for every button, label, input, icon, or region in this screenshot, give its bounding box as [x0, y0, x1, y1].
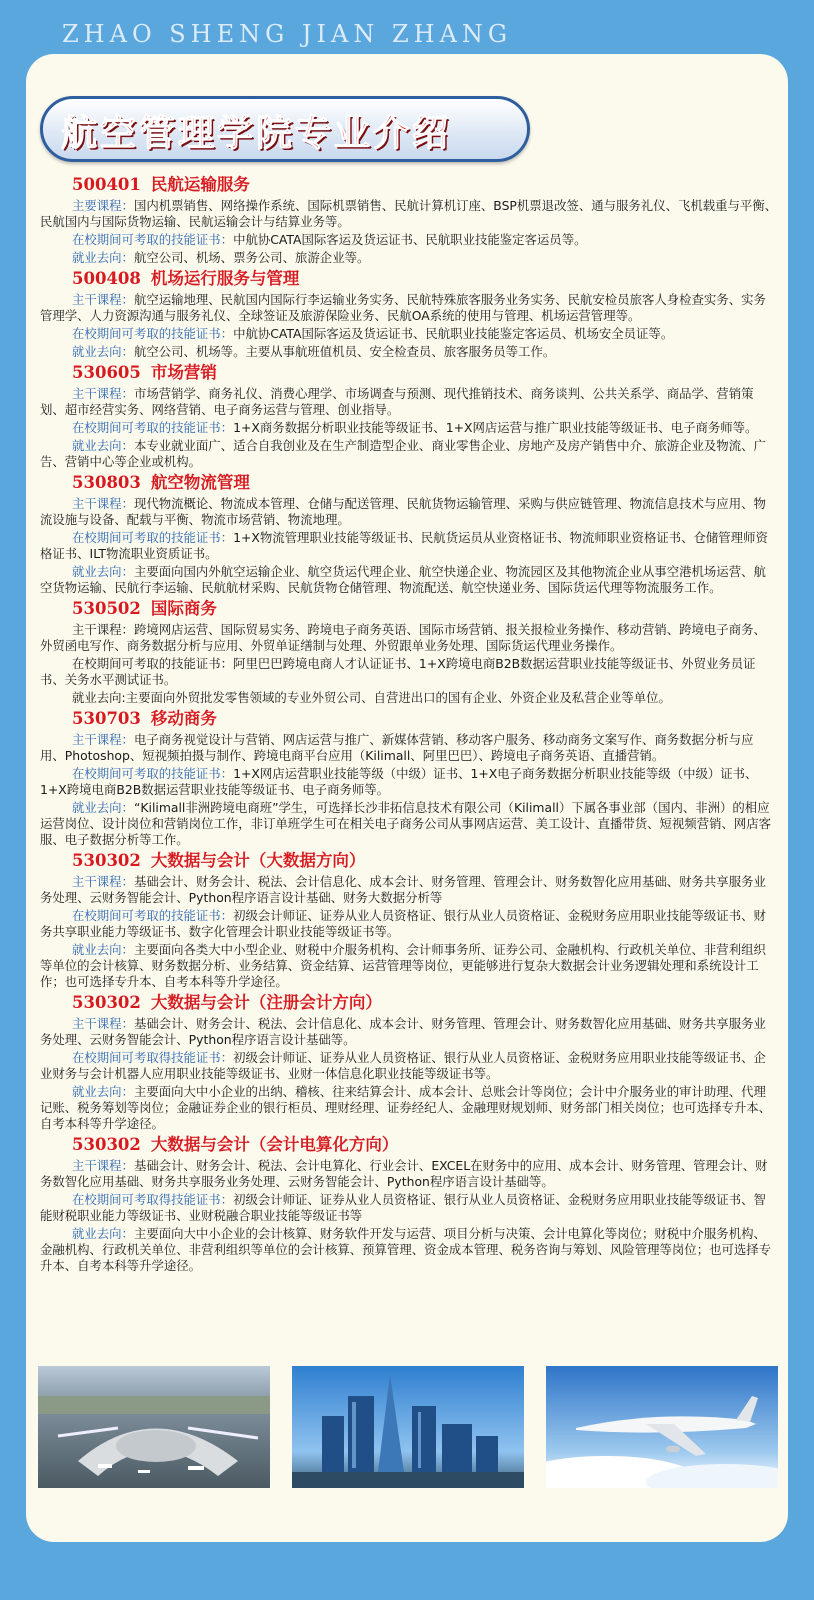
detail-text: 现代物流概论、物流成本管理、仓储与配送管理、民航货物运输管理、采购与供应链管理、物流信息技术与应用、物流设施与设备、配载与平衡、物流市场营销、物流地理。 — [40, 496, 766, 527]
program-title — [72, 174, 778, 196]
program-title — [72, 472, 778, 494]
detail-text: 初级会计师证、证券从业人员资格证、银行从业人员资格证、金税财务应用职业技能等级证书、智能财税职业能力等级证书、业财税融合职业技能等级证书等 — [40, 1192, 766, 1223]
detail-text: 主要面向国内外航空运输企业、航空货运代理企业、航空快递企业、物流园区及其他物流企业从事空港机场运营、航空货物运输、民航行李运输、民航航材采购、民航货物仓储管理、物流配送、航空快递业务、国际货运代理等物流服务工作。 — [40, 564, 766, 595]
detail-label: 在校期间可考取的技能证书： — [72, 908, 234, 923]
detail-text: 基础会计、财务会计、税法、会计信息化、成本会计、财务管理、管理会计、财务数智化应用基础、财务共享服务业务处理、云财务智能会计、Python程序语言设计基础等。 — [40, 1016, 766, 1047]
detail-text: 1+X商务数据分析职业技能等级证书、1+X网店运营与推广职业技能等级证书、电子商务师等。 — [233, 420, 758, 435]
program-name: 机场运行服务与管理 — [150, 269, 300, 288]
detail-label: 就业去向： — [72, 438, 134, 453]
program-section — [40, 1134, 778, 1274]
detail-label: 在校期间可考取的技能证书： — [72, 530, 234, 545]
program-name: 大数据与会计（会计电算化方向） — [150, 1135, 399, 1154]
detail-text: 市场营销学、商务礼仪、消费心理学、市场调查与预测、现代推销技术、商务谈判、公共关系学、商品学、营销策划、超市经营实务、网络营销、电子商务运营与管理、创业指导。 — [40, 386, 754, 417]
program-detail-line — [40, 386, 778, 418]
program-title — [72, 992, 778, 1014]
photo-strip — [26, 1366, 788, 1490]
program-code: 500401 — [72, 175, 141, 194]
program-title — [72, 850, 778, 872]
program-code: 500408 — [72, 269, 141, 288]
detail-label: 在校期间可考取的技能证书： — [72, 420, 234, 435]
detail-text: 1+X网店运营职业技能等级（中级）证书、1+X电子商务数据分析职业技能等级（中级）证书、1+X跨境电商B2B数据运营职业技能等级证书、电子商务师等。 — [40, 766, 758, 797]
detail-text: 初级会计师证、证券从业人员资格证、银行从业人员资格证、金税财务应用职业技能等级证书、财务共享职业能力等级证书、数字化管理会计职业技能等级证书等。 — [40, 908, 766, 939]
detail-label: 就业去向: — [72, 690, 126, 705]
program-section — [40, 992, 778, 1132]
detail-label: 主干课程： — [72, 732, 134, 747]
detail-label: 就业去向： — [72, 942, 134, 957]
detail-label: 主干课程： — [72, 292, 134, 307]
program-name: 航空物流管理 — [150, 473, 250, 492]
detail-label: 在校期间可考取的技能证书： — [72, 326, 234, 341]
detail-text: 主要面向大中小企业的出纳、稽核、往来结算会计、成本会计、总账会计等岗位；会计中介服务业的审计助理、代理记账、税务筹划等岗位；金融证券企业的银行柜员、理财经理、证券经纪人、金融理财规划师、财务部门相关岗位；也可选择专升本、自考本科等升学途径。 — [40, 1084, 772, 1131]
program-section — [40, 362, 778, 470]
airport-aerial-photo — [38, 1366, 270, 1488]
program-detail-line — [40, 732, 778, 764]
detail-label: 在校期间可考取的技能证书： — [72, 766, 234, 781]
program-detail-line — [40, 1192, 778, 1224]
detail-label: 主干课程： — [72, 496, 134, 511]
detail-label: 主干课程： — [72, 386, 134, 401]
title-pill — [40, 96, 530, 162]
content-panel — [26, 54, 788, 1542]
detail-text: 跨境网店运营、国际贸易实务、跨境电子商务英语、国际市场营销、报关报检业务操作、移动营销、跨境电子商务、外贸函电写作、商务数据分析与应用、外贸单证缮制与处理、外贸跟单业务处理、国际货运代理业务操作。 — [40, 622, 766, 653]
banner-text: ZHAO SHENG JIAN ZHANG — [62, 20, 513, 48]
program-section — [40, 174, 778, 266]
program-detail-line — [40, 942, 778, 990]
program-code: 530302 — [72, 993, 141, 1012]
detail-label: 主干课程： — [72, 1158, 134, 1173]
program-title — [72, 1134, 778, 1156]
detail-label: 在校期间可考取得技能证书： — [72, 1050, 234, 1065]
program-detail-line — [40, 232, 778, 248]
program-detail-line — [40, 1158, 778, 1190]
detail-text: 电子商务视觉设计与营销、网店运营与推广、新媒体营销、移动客户服务、移动商务文案写作、商务数据分析与应用、Photoshop、短视频拍摄与制作、跨境电商平台应用（Kilimall、阿里巴巴）、跨境电子商务英语、直播营销。 — [40, 732, 754, 763]
program-name: 国际商务 — [150, 599, 217, 618]
detail-label: 在校期间可考取的技能证书： — [72, 232, 234, 247]
detail-text: 主要面向各类大中小型企业、财税中介服务机构、会计师事务所、证券公司、金融机构、行政机关单位、非营利组织等单位的会计核算、财务数据分析、业务结算、资金结算、运营管理等岗位，更能够进行复杂大数据会计业务逻辑处理和系统设计工作；也可选择专升本、自考本科等升学途径。 — [40, 942, 766, 989]
detail-label: 主干课程： — [72, 874, 134, 889]
program-detail-line — [40, 344, 778, 360]
program-title — [72, 708, 778, 730]
program-detail-line — [40, 800, 778, 848]
program-code: 530703 — [72, 709, 141, 728]
program-title — [72, 268, 778, 290]
program-code: 530502 — [72, 599, 141, 618]
program-detail-line — [40, 1084, 778, 1132]
program-section — [40, 708, 778, 848]
detail-label: 就业去向： — [72, 250, 134, 265]
detail-label: 主干课程： — [72, 622, 134, 637]
detail-text: 主要面向外贸批发零售领域的专业外贸公司、自营进出口的国有企业、外资企业及私营企业等单位。 — [125, 690, 671, 705]
program-detail-line — [40, 438, 778, 470]
program-section — [40, 598, 778, 706]
program-detail-line — [40, 250, 778, 266]
detail-text: 航空公司、机场、票务公司、旅游企业等。 — [133, 250, 370, 265]
detail-text: 航空运输地理、民航国内国际行李运输业务实务、民航特殊旅客服务业务实务、民航安检员旅客人身检查实务、实务管理学、人力资源沟通与服务礼仪、全球签证及旅游保险业务、民航OA系统的使用与管理、机场运营管理等。 — [40, 292, 766, 323]
detail-text: 航空公司、机场等。主要从事航班值机员、安全检查员、旅客服务员等工作。 — [133, 344, 556, 359]
detail-label: 主干课程： — [72, 1016, 134, 1031]
detail-label: 就业去向： — [72, 1226, 134, 1241]
detail-label: 就业去向： — [72, 344, 134, 359]
program-code: 530803 — [72, 473, 141, 492]
detail-text: 阿里巴巴跨境电商人才认证证书、1+X跨境电商B2B数据运营职业技能等级证书、外贸业务员证书、关务水平测试证书。 — [40, 656, 756, 687]
detail-text: 基础会计、财务会计、税法、会计信息化、成本会计、财务管理、管理会计、财务数智化应用基础、财务共享服务业务处理、云财务智能会计、Python程序语言设计基础、财务大数据分析等 — [40, 874, 766, 905]
program-detail-line — [40, 908, 778, 940]
detail-text: 基础会计、财务会计、税法、会计电算化、行业会计、EXCEL在财务中的应用、成本会计、财务管理、管理会计、财务数智化应用基础、财务共享服务业务处理、云财务智能会计、Python程序语言设计基础等。 — [40, 1158, 768, 1189]
program-detail-line — [40, 326, 778, 342]
program-name: 市场营销 — [150, 363, 217, 382]
program-detail-line — [40, 622, 778, 654]
detail-label: 在校期间可考取的技能证书： — [72, 656, 234, 671]
detail-text: “Kilimall非洲跨境电商班”学生，可选择长沙非拓信息技术有限公司（Kilimall）下属各事业部（国内、非洲）的相应运营岗位、设计岗位和营销岗位工作，非订单班学生可在相关电子商务公司从事网店运营、美工设计、直播带货、短视频营销、网店客服、电子数据分析等工作。 — [40, 800, 772, 847]
program-section — [40, 472, 778, 596]
program-section — [40, 268, 778, 360]
detail-text: 1+X物流管理职业技能等级证书、民航货运员从业资格证书、物流师职业资格证书、仓储管理师资格证书、ILT物流职业资质证书。 — [40, 530, 768, 561]
program-detail-line — [40, 292, 778, 324]
detail-label: 就业去向： — [72, 564, 134, 579]
program-detail-line — [40, 1226, 778, 1274]
page-title: 航空管理学院专业介绍 — [61, 112, 452, 154]
program-code: 530302 — [72, 1135, 141, 1154]
detail-label: 就业去向： — [72, 1084, 134, 1099]
detail-text: 本专业就业面广、适合自我创业及在生产制造型企业、商业零售企业、房地产及房产销售中介、旅游企业及物流、广告、营销中心等企业或机构。 — [40, 438, 766, 469]
detail-text: 初级会计师证、证券从业人员资格证、银行从业人员资格证、金税财务应用职业技能等级证书、企业财务与会计机器人应用职业技能等级证书、业财一体信息化职业技能等级证书等。 — [40, 1050, 766, 1081]
detail-text: 主要面向大中小企业的会计核算、财务软件开发与运营、项目分析与决策、会计电算化等岗位；财税中介服务机构、金融机构、行政机关单位、非营利组织等单位的会计核算、预算管理、资金成本管理、税务咨询与筹划、风险管理等岗位；也可选择专升本、自考本科等升学途径。 — [40, 1226, 772, 1273]
program-detail-line — [40, 1016, 778, 1048]
program-detail-line — [40, 766, 778, 798]
program-code: 530302 — [72, 851, 141, 870]
program-section — [40, 850, 778, 990]
program-name: 移动商务 — [150, 709, 217, 728]
program-detail-line — [40, 656, 778, 688]
program-name: 大数据与会计（注册会计方向） — [150, 993, 382, 1012]
program-detail-line — [40, 564, 778, 596]
program-detail-line — [40, 496, 778, 528]
program-name: 大数据与会计（大数据方向） — [150, 851, 366, 870]
program-code: 530605 — [72, 363, 141, 382]
program-title — [72, 362, 778, 384]
detail-label: 主要课程： — [72, 198, 134, 213]
detail-text: 中航协CATA国际客运及货运证书、民航职业技能鉴定客运员等。 — [233, 232, 587, 247]
program-detail-line — [40, 690, 778, 706]
program-title — [72, 598, 778, 620]
program-detail-line — [40, 198, 778, 230]
program-detail-line — [40, 420, 778, 436]
program-detail-line — [40, 1050, 778, 1082]
airplane-sky-photo — [546, 1366, 778, 1488]
detail-text: 国内机票销售、网络操作系统、国际机票销售、民航计算机订座、BSP机票退改签、通与服务礼仪、飞机载重与平衡、民航国内与国际货物运输、民航运输会计与结算业务等。 — [40, 198, 778, 229]
detail-label: 在校期间可考取得技能证书： — [72, 1192, 234, 1207]
city-skyline-photo — [292, 1366, 524, 1488]
program-detail-line — [40, 874, 778, 906]
detail-text: 中航协CATA国际客运及货运证书、民航职业技能鉴定客运员、机场安全员证等。 — [233, 326, 674, 341]
detail-label: 就业去向： — [72, 800, 134, 815]
program-detail-line — [40, 530, 778, 562]
program-list — [40, 174, 778, 1276]
program-name: 民航运输服务 — [150, 175, 250, 194]
